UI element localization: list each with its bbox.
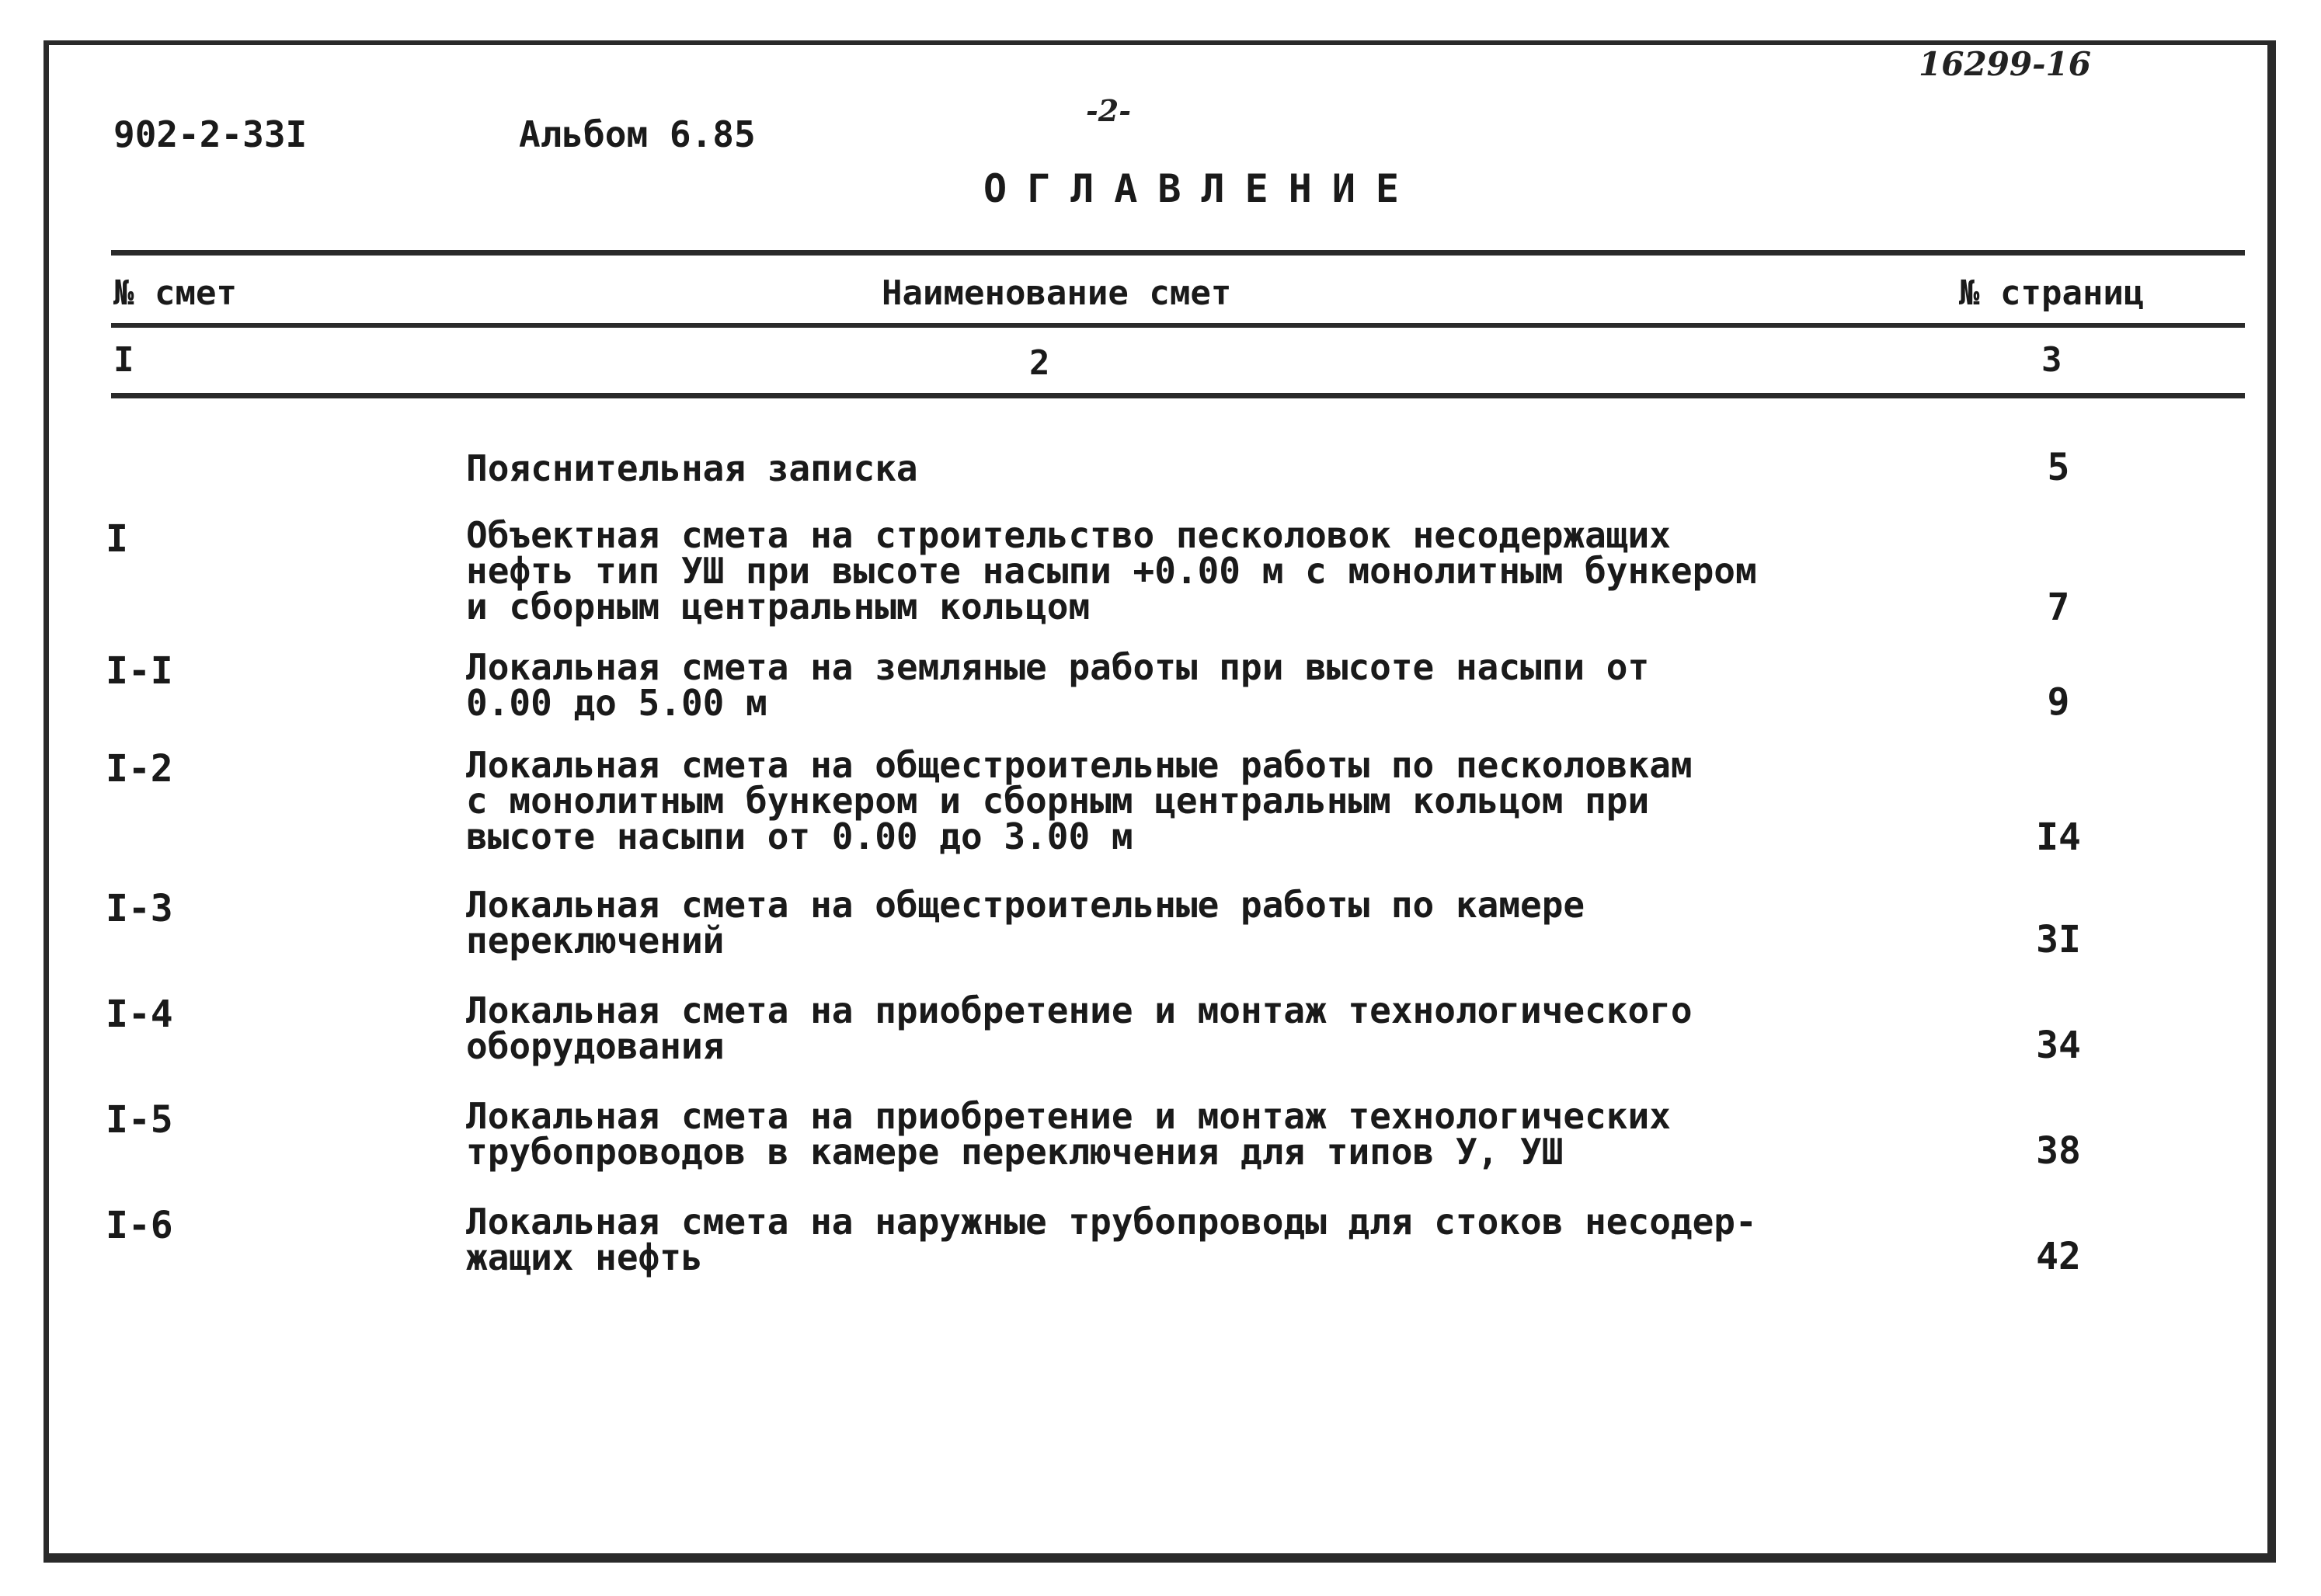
estimate-title: Локальная смета на общестроительные работы по песколовкам с монолитным бункером и сборным центральным кольцом при высоте насыпи от 0.00 до 3.00 м (466, 744, 1693, 857)
page-number: 7 (2047, 586, 2070, 629)
list-item (0, 989, 2321, 1098)
page-number: 5 (2047, 446, 2070, 489)
estimate-title: Локальная смета на приобретение и монтаж технологических трубопроводов в камере переключения для типов У, УШ (466, 1095, 1671, 1173)
contents-list (0, 435, 2321, 1309)
page-number: I4 (2036, 815, 2081, 859)
page-number: 42 (2036, 1235, 2081, 1278)
column-number-3: 3 (2041, 340, 2062, 380)
archive-number: 16299-16 (1919, 45, 2091, 83)
table-body-rule (111, 393, 2245, 398)
estimate-title: Локальная смета на земляные работы при высоте насыпи от 0.00 до 5.00 м (466, 646, 1650, 724)
table-header-rule (111, 323, 2245, 328)
list-item (0, 646, 2321, 747)
album-label: Альбом 6.85 (519, 113, 756, 155)
table-top-rule (111, 250, 2245, 256)
list-item (0, 744, 2321, 887)
estimate-title: Локальная смета на приобретение и монтаж технологического оборудования (466, 989, 1693, 1067)
estimate-title: Локальная смета на наружные трубопроводы для стоков несодер- жащих нефть (466, 1201, 1757, 1278)
column-header-estimate-name: Наименование смет (882, 273, 1232, 313)
list-item (0, 1095, 2321, 1204)
list-item (0, 1201, 2321, 1309)
column-number-2: 2 (1029, 343, 1050, 383)
doc-code: 902-2-33I (113, 113, 308, 155)
column-header-page-number: № страниц (1959, 273, 2145, 313)
page-number: 9 (2047, 680, 2070, 724)
page-title: ОГЛАВЛЕНИЕ (983, 166, 1420, 211)
estimate-number: I (106, 517, 128, 561)
estimate-title: Пояснительная записка (466, 447, 918, 489)
page-number: 38 (2036, 1129, 2081, 1173)
estimate-number: I-3 (106, 887, 173, 930)
estimate-title: Локальная смета на общестроительные работы по камере переключений (466, 884, 1585, 961)
column-header-estimate-number: № смет (113, 273, 237, 313)
estimate-title: Объектная смета на строительство песколовок несодержащих нефть тип УШ при высоте насыпи +0.00 м с монолитным бункером и сборным центральным кольцом (466, 514, 1757, 628)
page-number: 3I (2036, 918, 2081, 961)
list-item (0, 514, 2321, 649)
page-marker: -2- (1086, 93, 1131, 128)
column-number-1: I (113, 340, 134, 380)
list-item (0, 435, 2321, 517)
estimate-number: I-4 (106, 993, 173, 1036)
estimate-number: I-I (106, 649, 173, 693)
estimate-number: I-2 (106, 747, 173, 791)
estimate-number: I-6 (106, 1204, 173, 1247)
list-item (0, 884, 2321, 993)
estimate-number: I-5 (106, 1098, 173, 1142)
page-number: 34 (2036, 1024, 2081, 1067)
